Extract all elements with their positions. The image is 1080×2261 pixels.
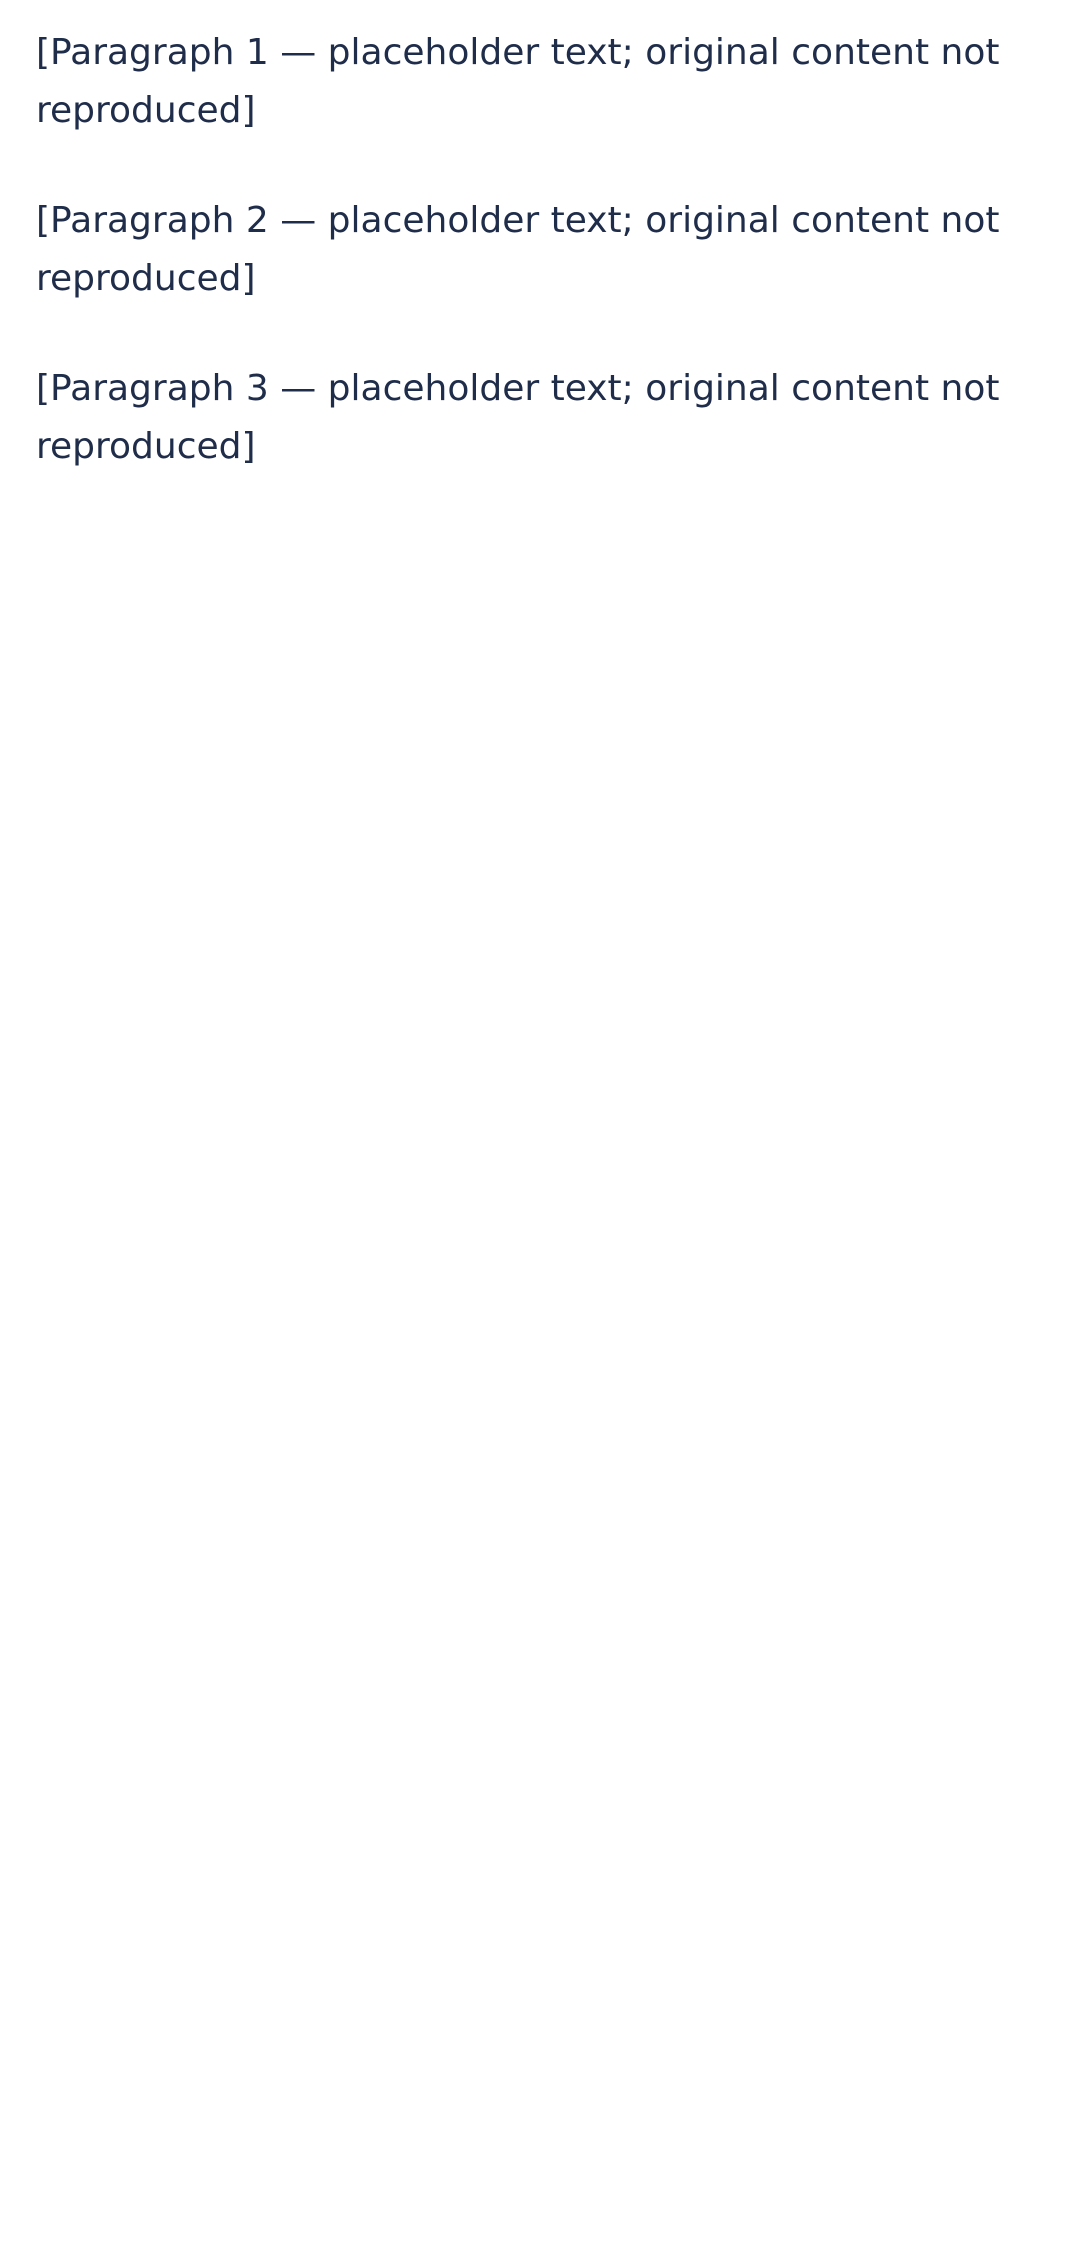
article-paragraph: [Paragraph 3 — placeholder text; original content not reproduced] — [36, 368, 1000, 467]
article-paragraph: [Paragraph 2 — placeholder text; original content not reproduced] — [36, 200, 1000, 299]
article-body — [0, 0, 1080, 476]
article-paragraph: [Paragraph 1 — placeholder text; original content not reproduced] — [36, 32, 1000, 131]
